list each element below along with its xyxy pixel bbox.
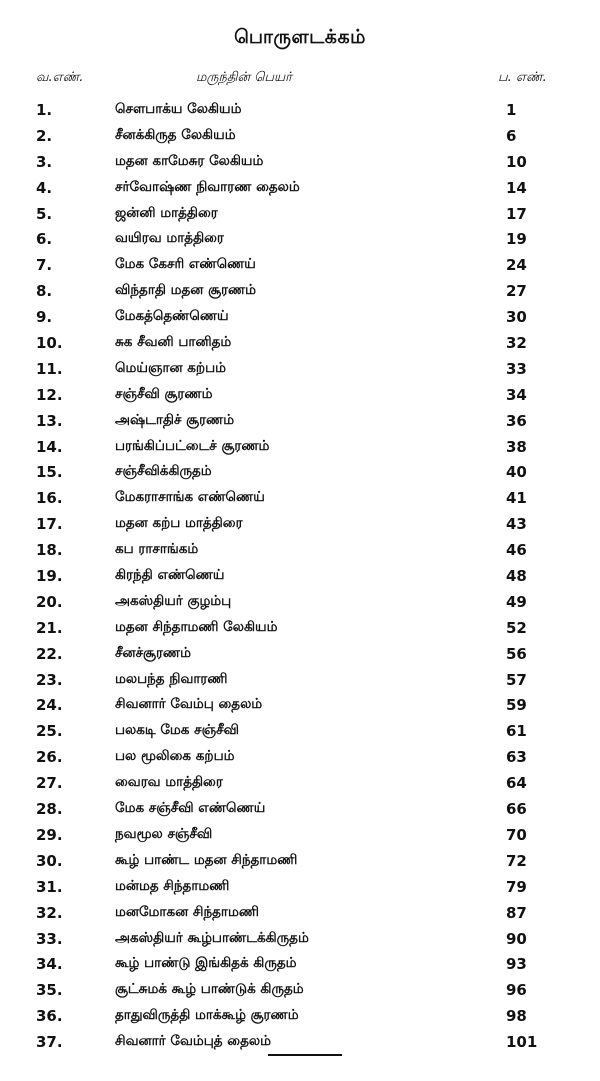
medicine-name: சஞ்சீவி சூரணம் xyxy=(115,385,213,402)
medicine-name: சிவனார் வேம்புத் தைலம் xyxy=(115,1033,271,1050)
medicine-name: மேகராசாங்க எண்ணெய் xyxy=(115,489,265,506)
page-number: 93 xyxy=(506,955,527,974)
medicine-name: சிவனார் வேம்பு தைலம் xyxy=(115,696,263,713)
serial-number: 30. xyxy=(36,851,63,870)
page-number: 90 xyxy=(506,929,527,948)
serial-number: 8. xyxy=(36,282,53,301)
medicine-name: பரங்கிப்பட்டைச் சூரணம் xyxy=(115,437,270,454)
table-row xyxy=(0,718,600,744)
page-number: 46 xyxy=(506,541,527,560)
page-number: 70 xyxy=(506,825,527,844)
page-number: 64 xyxy=(506,774,527,793)
medicine-name: மதன சிந்தாமணி லேகியம் xyxy=(115,618,278,635)
page-number: 27 xyxy=(506,282,527,301)
medicine-name: மனமோகன சிந்தாமணி xyxy=(115,903,259,920)
medicine-name: மேக சஞ்சீவி எண்ணெய் xyxy=(115,800,266,817)
serial-number: 15. xyxy=(36,463,63,482)
medicine-name: மேக கேசரி எண்ணெய் xyxy=(115,256,256,273)
serial-number: 10. xyxy=(36,334,63,353)
medicine-name: சர்வோஷ்ண நிவாரண தைலம் xyxy=(115,178,300,195)
contents-list xyxy=(0,97,600,1055)
page-number: 66 xyxy=(506,800,527,819)
medicine-name: மெய்ஞான கற்பம் xyxy=(115,359,227,376)
serial-number: 32. xyxy=(36,903,63,922)
serial-number: 9. xyxy=(36,308,53,327)
medicine-name: சீனச்சூரணம் xyxy=(115,644,191,661)
header-page-number: ப. எண். xyxy=(498,70,547,85)
page-number: 98 xyxy=(506,1007,527,1026)
page-title: பொருளடக்கம் xyxy=(234,26,366,48)
serial-number: 16. xyxy=(36,489,63,508)
page-number: 34 xyxy=(506,385,527,404)
serial-number: 11. xyxy=(36,359,63,378)
serial-number: 34. xyxy=(36,955,63,974)
table-row xyxy=(0,900,600,926)
header-serial-number: வ.எண். xyxy=(36,70,84,85)
medicine-name: அகஸ்தியர் குழம்பு xyxy=(115,592,232,609)
table-row xyxy=(0,951,600,977)
medicine-name: மன்மத சிந்தாமணி xyxy=(115,877,230,894)
page-number: 79 xyxy=(506,877,527,896)
medicine-name: அஷ்டாதிச் சூரணம் xyxy=(115,411,235,428)
table-row xyxy=(0,770,600,796)
serial-number: 27. xyxy=(36,774,63,793)
table-row xyxy=(0,97,600,123)
page-number: 38 xyxy=(506,437,527,456)
medicine-name: வயிரவ மாத்திரை xyxy=(115,230,224,247)
serial-number: 14. xyxy=(36,437,63,456)
medicine-name: பல மூலிகை கற்பம் xyxy=(115,748,235,765)
page-number: 36 xyxy=(506,411,527,430)
serial-number: 6. xyxy=(36,230,53,249)
table-row xyxy=(0,252,600,278)
table-row xyxy=(0,330,600,356)
serial-number: 22. xyxy=(36,644,63,663)
page-number: 101 xyxy=(506,1033,538,1052)
medicine-name: கூழ் பாண்டு இங்கிதக் கிருதம் xyxy=(115,955,297,972)
medicine-name: விந்தாதி மதன சூரணம் xyxy=(115,282,257,299)
page-number: 32 xyxy=(506,334,527,353)
page-number: 87 xyxy=(506,903,527,922)
medicine-name: ஜன்னி மாத்திரை xyxy=(115,204,218,221)
serial-number: 13. xyxy=(36,411,63,430)
page-number: 10 xyxy=(506,152,527,171)
serial-number: 28. xyxy=(36,800,63,819)
table-row xyxy=(0,511,600,537)
table-row xyxy=(0,744,600,770)
table-row xyxy=(0,356,600,382)
page-number: 52 xyxy=(506,618,527,637)
page-number: 40 xyxy=(506,463,527,482)
page-number: 59 xyxy=(506,696,527,715)
page-number: 14 xyxy=(506,178,527,197)
header-medicine-name: மருந்தின் பெயர் xyxy=(196,70,292,85)
medicine-name: மலபந்த நிவாரணி xyxy=(115,670,228,687)
medicine-name: சூட்சுமக் கூழ் பாண்டுக் கிருதம் xyxy=(115,981,304,998)
serial-number: 35. xyxy=(36,981,63,1000)
table-row xyxy=(0,615,600,641)
serial-number: 36. xyxy=(36,1007,63,1026)
serial-number: 31. xyxy=(36,877,63,896)
medicine-name: கப ராசாங்கம் xyxy=(115,541,199,558)
serial-number: 26. xyxy=(36,748,63,767)
medicine-name: அகஸ்தியர் கூழ்பாண்டக்கிருதம் xyxy=(115,929,309,946)
serial-number: 4. xyxy=(36,178,53,197)
medicine-name: மதன கற்ப மாத்திரை xyxy=(115,515,243,532)
table-row xyxy=(0,201,600,227)
serial-number: 21. xyxy=(36,618,63,637)
page-number: 19 xyxy=(506,230,527,249)
page-number: 30 xyxy=(506,308,527,327)
table-row xyxy=(0,667,600,693)
serial-number: 37. xyxy=(36,1033,63,1052)
medicine-name: மேகத்தெண்ணெய் xyxy=(115,308,229,325)
medicine-name: சௌபாக்ய லேகியம் xyxy=(115,101,242,117)
serial-number: 19. xyxy=(36,567,63,586)
page-number: 61 xyxy=(506,722,527,741)
serial-number: 17. xyxy=(36,515,63,534)
page-number: 43 xyxy=(506,515,527,534)
table-row xyxy=(0,848,600,874)
serial-number: 33. xyxy=(36,929,63,948)
table-row xyxy=(0,278,600,304)
table-header xyxy=(0,70,600,92)
table-row xyxy=(0,459,600,485)
medicine-name: நவமூல சஞ்சீவி xyxy=(115,825,213,842)
serial-number: 7. xyxy=(36,256,53,275)
table-row xyxy=(0,1003,600,1029)
medicine-name: தாதுவிருத்தி மாக்கூழ் சூரணம் xyxy=(115,1007,299,1024)
page-number: 33 xyxy=(506,359,527,378)
table-row xyxy=(0,926,600,952)
page-number: 96 xyxy=(506,981,527,1000)
serial-number: 23. xyxy=(36,670,63,689)
medicine-name: சீனக்கிருத லேகியம் xyxy=(115,126,236,143)
table-row xyxy=(0,226,600,252)
serial-number: 18. xyxy=(36,541,63,560)
table-row xyxy=(0,123,600,149)
serial-number: 29. xyxy=(36,825,63,844)
page-number: 17 xyxy=(506,204,527,223)
medicine-name: கிரந்தி எண்ணெய் xyxy=(115,567,225,584)
serial-number: 5. xyxy=(36,204,53,223)
table-row xyxy=(0,641,600,667)
table-row xyxy=(0,175,600,201)
page-number: 48 xyxy=(506,567,527,586)
table-row xyxy=(0,796,600,822)
medicine-name: பலகடி மேக சஞ்சீவி xyxy=(115,722,239,739)
medicine-name: கூழ் பாண்ட மதன சிந்தாமணி xyxy=(115,851,298,868)
table-row xyxy=(0,304,600,330)
serial-number: 2. xyxy=(36,126,53,145)
serial-number: 25. xyxy=(36,722,63,741)
serial-number: 3. xyxy=(36,152,53,171)
medicine-name: வைரவ மாத்திரை xyxy=(115,774,223,791)
table-row xyxy=(0,692,600,718)
page-number: 41 xyxy=(506,489,527,508)
table-row xyxy=(0,408,600,434)
table-row xyxy=(0,822,600,848)
medicine-name: சஞ்சீவிக்கிருதம் xyxy=(115,463,212,480)
table-row xyxy=(0,537,600,563)
page-number: 24 xyxy=(506,256,527,275)
table-row xyxy=(0,434,600,460)
page-number: 56 xyxy=(506,644,527,663)
page-number: 1 xyxy=(506,101,517,119)
table-row xyxy=(0,149,600,175)
page-number: 49 xyxy=(506,592,527,611)
medicine-name: மதன காமேசுர லேகியம் xyxy=(115,152,264,169)
table-row xyxy=(0,874,600,900)
serial-number: 24. xyxy=(36,696,63,715)
page-number: 6 xyxy=(506,126,517,145)
table-row xyxy=(0,977,600,1003)
serial-number: 12. xyxy=(36,385,63,404)
serial-number: 1. xyxy=(36,101,53,119)
serial-number: 20. xyxy=(36,592,63,611)
end-rule xyxy=(268,1054,342,1056)
page-number: 57 xyxy=(506,670,527,689)
medicine-name: சுக சீவனி பானிதம் xyxy=(115,334,232,351)
table-row xyxy=(0,382,600,408)
table-row xyxy=(0,1029,600,1055)
page-number: 63 xyxy=(506,748,527,767)
table-row xyxy=(0,485,600,511)
table-row xyxy=(0,563,600,589)
table-row xyxy=(0,589,600,615)
page-number: 72 xyxy=(506,851,527,870)
